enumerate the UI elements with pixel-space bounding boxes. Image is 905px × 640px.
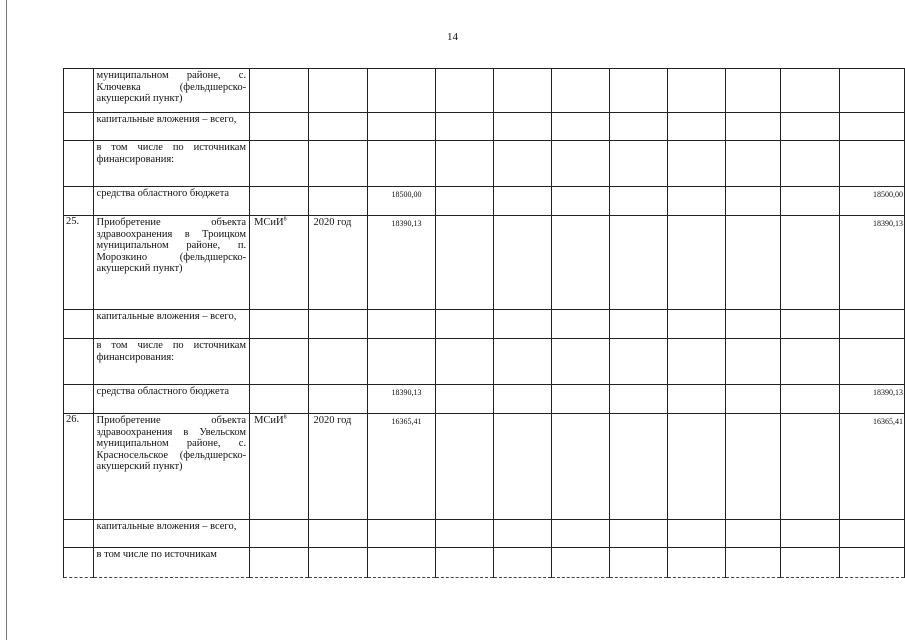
responsible-body: МСиИ [254,217,284,228]
empty-cell [609,548,667,578]
table-row [64,385,905,414]
year-text: 2020 год [313,415,352,426]
table-row [64,69,905,113]
empty-cell [435,339,493,385]
description-cell [93,385,250,414]
description-text: капитальные вложения – всего, [96,114,237,125]
empty-cell [435,310,493,339]
description-text: в том числе по источникам [96,549,217,560]
description-text: капитальные вложения – всего, [96,521,237,532]
description-cell [93,310,250,339]
empty-cell [781,310,840,339]
empty-cell [609,69,667,113]
amount-cell [368,113,435,141]
table-body [64,69,905,578]
empty-cell [609,187,667,216]
description-cell [93,548,250,578]
row-number-cell [64,69,94,113]
left-margin-line [6,0,7,640]
empty-cell [493,310,551,339]
empty-cell [435,385,493,414]
empty-cell [725,69,780,113]
year-cell [309,520,368,548]
empty-cell [551,548,609,578]
row-number-cell [64,113,94,141]
total-value: 18500,00 [873,190,903,199]
total-value: 18390,13 [873,219,903,228]
amount-cell [368,548,435,578]
empty-cell [551,385,609,414]
empty-cell [435,141,493,187]
empty-cell [609,339,667,385]
financing-table [63,68,905,578]
amount-cell [368,216,435,310]
responsible-cell [250,69,309,113]
empty-cell [551,187,609,216]
empty-cell [667,187,725,216]
empty-cell [725,187,780,216]
empty-cell [781,548,840,578]
row-number-cell [64,520,94,548]
empty-cell [781,385,840,414]
responsible-cell [250,339,309,385]
empty-cell [725,385,780,414]
row-number-cell [64,548,94,578]
empty-cell [551,141,609,187]
empty-cell [551,310,609,339]
amount-value: 16365,41 [391,417,422,426]
empty-cell [667,113,725,141]
empty-cell [551,113,609,141]
amount-cell [368,520,435,548]
footnote-marker: 8 [283,414,287,421]
year-cell [309,113,368,141]
empty-cell [435,216,493,310]
empty-cell [667,69,725,113]
empty-cell [725,339,780,385]
empty-cell [781,216,840,310]
empty-cell [551,414,609,520]
empty-cell [551,339,609,385]
row-number: 26. [66,414,80,425]
empty-cell [435,113,493,141]
responsible-cell [250,113,309,141]
amount-value: 18390,13 [391,388,422,397]
description-cell [93,216,250,310]
total-cell [840,385,905,414]
amount-cell [368,339,435,385]
empty-cell [725,216,780,310]
empty-cell [781,339,840,385]
empty-cell [667,310,725,339]
empty-cell [725,414,780,520]
description-cell [93,187,250,216]
empty-cell [781,414,840,520]
total-cell [840,187,905,216]
amount-cell [368,310,435,339]
empty-cell [493,141,551,187]
table-row [64,216,905,310]
description-text: муниципальном районе, с. Ключевка (фельдшерско-акушерский пункт) [96,70,247,105]
empty-cell [551,216,609,310]
empty-cell [493,216,551,310]
table-row [64,548,905,578]
total-value: 16365,41 [873,417,903,426]
total-cell [840,216,905,310]
empty-cell [667,548,725,578]
empty-cell [435,520,493,548]
total-cell [840,310,905,339]
row-number-cell [64,339,94,385]
responsible-cell [250,216,309,310]
description-text: капитальные вложения – всего, [96,311,237,322]
empty-cell [781,187,840,216]
amount-cell [368,141,435,187]
row-number-cell [64,141,94,187]
empty-cell [493,520,551,548]
amount-value: 18390,13 [391,219,422,228]
table-row [64,339,905,385]
year-cell [309,187,368,216]
empty-cell [609,310,667,339]
amount-cell [368,187,435,216]
total-cell [840,548,905,578]
table-row [64,141,905,187]
empty-cell [493,113,551,141]
empty-cell [667,141,725,187]
description-text: средства областного бюджета [96,188,230,199]
description-text: в том числе по источникам финансирования: [96,340,247,363]
row-number-cell [64,385,94,414]
responsible-cell [250,385,309,414]
empty-cell [781,69,840,113]
total-cell [840,113,905,141]
row-number-cell [64,310,94,339]
row-number: 25. [66,216,80,227]
description-text: Приобретение объекта здравоохранения в Увельском муниципальном районе, с. Красносельское (фельдшерско-акушерский пункт) [96,415,247,473]
description-cell [93,69,250,113]
total-cell [840,141,905,187]
table-row [64,187,905,216]
empty-cell [435,69,493,113]
row-number-cell [64,216,94,310]
table-row [64,113,905,141]
total-cell [840,339,905,385]
empty-cell [667,520,725,548]
empty-cell [609,141,667,187]
empty-cell [667,216,725,310]
year-cell [309,414,368,520]
description-cell [93,113,250,141]
total-cell [840,414,905,520]
table-row [64,310,905,339]
responsible-body: МСиИ [254,415,284,426]
description-cell [93,414,250,520]
empty-cell [725,141,780,187]
year-cell [309,310,368,339]
empty-cell [725,520,780,548]
table-row [64,414,905,520]
responsible-cell [250,141,309,187]
empty-cell [493,414,551,520]
responsible-cell [250,310,309,339]
row-number-cell [64,414,94,520]
empty-cell [725,548,780,578]
empty-cell [493,548,551,578]
description-text: Приобретение объекта здравоохранения в Троицком муниципальном районе, п. Морозкино (фельдшерско-акушерский пункт) [96,217,247,275]
year-text: 2020 год [313,217,352,228]
responsible-cell [250,520,309,548]
row-number-cell [64,187,94,216]
empty-cell [493,69,551,113]
empty-cell [781,141,840,187]
empty-cell [725,113,780,141]
responsible-cell [250,414,309,520]
year-cell [309,216,368,310]
empty-cell [551,69,609,113]
empty-cell [551,520,609,548]
empty-cell [667,414,725,520]
total-cell [840,520,905,548]
empty-cell [609,216,667,310]
table-row [64,520,905,548]
empty-cell [493,187,551,216]
empty-cell [667,339,725,385]
empty-cell [609,113,667,141]
responsible-cell [250,548,309,578]
amount-cell [368,69,435,113]
description-cell [93,339,250,385]
year-cell [309,141,368,187]
footnote-marker: 8 [283,216,287,223]
empty-cell [493,339,551,385]
description-text: средства областного бюджета [96,386,230,397]
page-number: 14 [447,31,458,43]
empty-cell [609,520,667,548]
description-text: в том числе по источникам финансирования: [96,142,247,165]
year-cell [309,339,368,385]
empty-cell [781,113,840,141]
empty-cell [435,414,493,520]
year-cell [309,385,368,414]
total-value: 18390,13 [873,388,903,397]
amount-cell [368,385,435,414]
amount-value: 18500,00 [391,190,422,199]
responsible-cell [250,187,309,216]
year-cell [309,548,368,578]
empty-cell [493,385,551,414]
empty-cell [781,520,840,548]
amount-cell [368,414,435,520]
empty-cell [609,385,667,414]
description-cell [93,141,250,187]
total-cell [840,69,905,113]
empty-cell [667,385,725,414]
empty-cell [725,310,780,339]
empty-cell [435,548,493,578]
year-cell [309,69,368,113]
description-cell [93,520,250,548]
empty-cell [435,187,493,216]
empty-cell [609,414,667,520]
